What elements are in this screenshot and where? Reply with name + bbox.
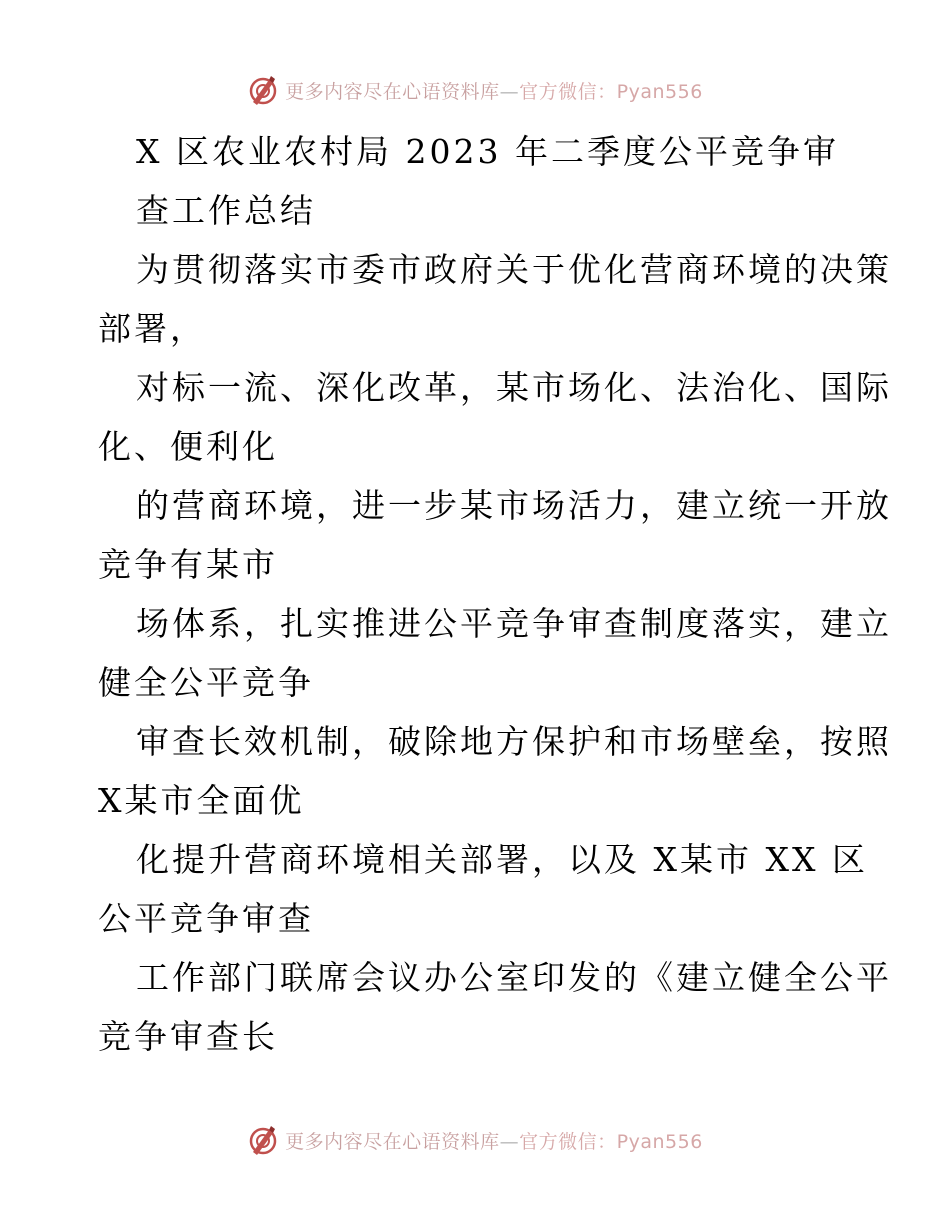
header-watermark [0,70,950,110]
paragraph-line: 对标一流、深化改革，某市场化、法治化、国际 [136,368,892,407]
watermark-separator: — [499,1130,520,1153]
footer-watermark [0,1120,950,1160]
paragraph-line: 竞争审查长 [98,1017,278,1056]
paragraph-line: 审查长效机制，破除地方保护和市场壁垒，按照 [136,722,892,761]
paragraph-line: X某市全面优 [98,781,305,820]
paragraph-line: 公平竞争审查 [98,899,314,938]
paragraph-line: 化提升营商环境相关部署，以及 X某市 XX 区 [136,840,868,879]
watermark-main-text: 更多内容尽在心语资料库 [285,1130,500,1153]
paragraph-line: 的营商环境，进一步某市场活力，建立统一开放 [136,486,892,525]
pen-logo-icon [247,74,279,106]
watermark-separator: — [499,80,520,103]
paragraph-line: 工作部门联席会议办公室印发的《建立健全公平 [136,958,892,997]
watermark-main-text: 更多内容尽在心语资料库 [285,80,500,103]
pen-logo-icon [247,1124,279,1156]
paragraph-line: 化、便利化 [98,427,278,466]
paragraph-line: 为贯彻落实市委市政府关于优化营商环境的决策 [136,250,892,289]
paragraph-line: 健全公平竞争 [98,663,314,702]
document-body [98,122,892,1066]
watermark-wechat-text: 官方微信：Pyan556 [519,80,703,103]
document-title-line-1: X 区农业农村局 2023 年二季度公平竞争审 [136,132,839,171]
paragraph-line: 场体系，扎实推进公平竞争审查制度落实，建立 [136,604,892,643]
watermark-wechat-text: 官方微信：Pyan556 [519,1130,703,1153]
paragraph-line: 部署， [98,309,206,348]
paragraph-line: 竞争有某市 [98,545,278,584]
document-title-line-2: 查工作总结 [136,191,316,230]
